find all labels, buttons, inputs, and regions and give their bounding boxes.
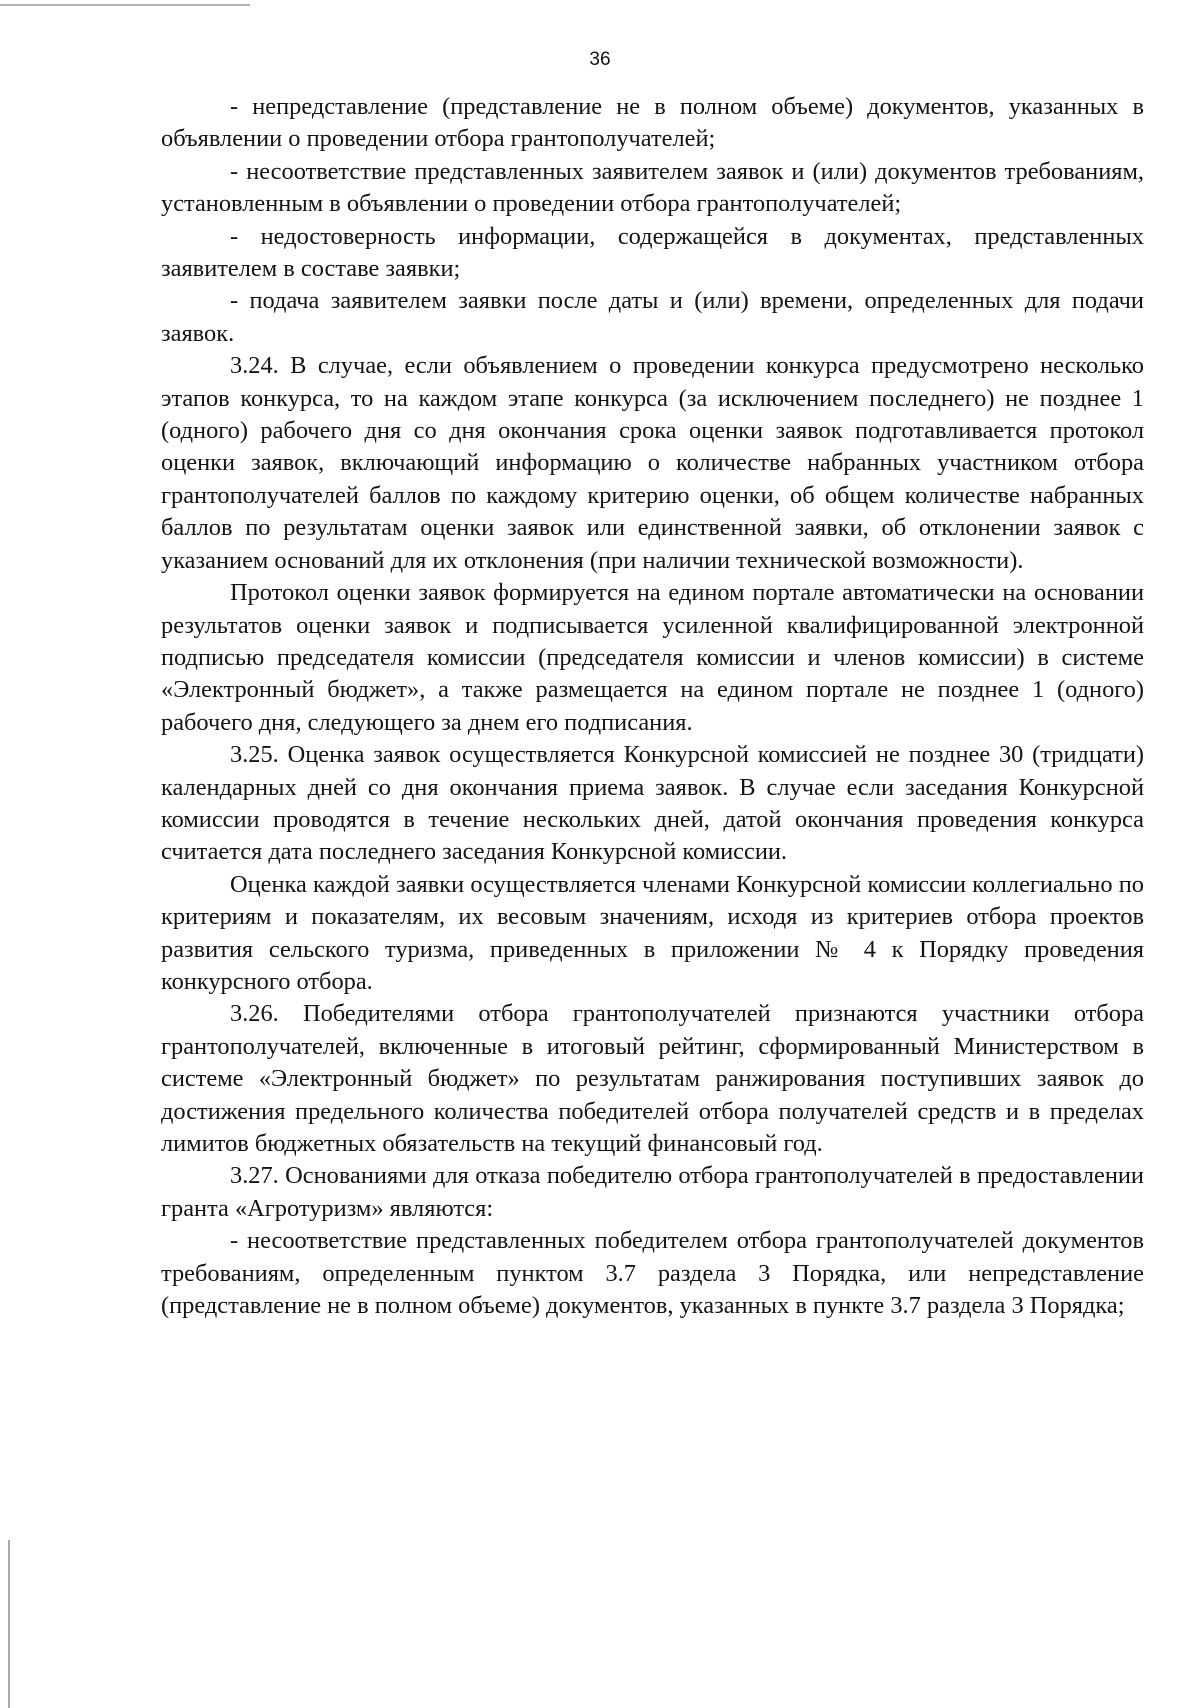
paragraph-3: - недостоверность информации, содержащейся в документах, представленных заявителем в составе заявки; (161, 222, 1144, 283)
paragraph-1: - непредставление (представление не в полном объеме) документов, указанных в объявлении о проведении отбора грантополучателей; (161, 93, 1144, 153)
document-body (161, 91, 1144, 1322)
paragraph-4: - подача заявителем заявки после даты и (или) времени, определенных для подачи заявок. (161, 287, 1144, 347)
paragraph-6: Протокол оценки заявок формируется на едином портале автоматически на основании результатов оценки заявок и подписывается усиленной квалифицированной электронной подписью председателя комиссии (председателя комиссии и членов комиссии) в системе «Электронный бюджет», а также размещается на едином портале не позднее 1 (одного) рабочего дня, следующего за днем его подписания. (161, 579, 1144, 736)
scan-artifact-left-line (8, 1540, 10, 1708)
paragraph-2: - несоответствие представленных заявителем заявок и (или) документов требованиям, установленным в объявлении о проведении отбора грантополучателей; (161, 157, 1144, 218)
paragraph-9: 3.26. Победителями отбора грантополучателей признаются участники отбора грантополучателей, включенные в итоговый рейтинг, сформированный Министерством в системе «Электронный бюджет» по результатам ранжирования поступивших заявок до достижения предельного количества победителей отбора получателей средств и в пределах лимитов бюджетных обязательств на текущий финансовый год. (161, 1000, 1144, 1157)
scan-artifact-top-line (0, 4, 250, 6)
paragraph-8: Оценка каждой заявки осуществляется членами Конкурсной комиссии коллегиально по критериям и показателям, их весовым значениям, исходя из критериев отбора проектов развития сельского туризма, приведенных в приложении № 4 к Порядку проведения конкурсного отбора. (161, 870, 1144, 995)
paragraph-7: 3.25. Оценка заявок осуществляется Конкурсной комиссией не позднее 30 (тридцати) календарных дней со дня окончания приема заявок. В случае если заседания Конкурсной комиссии проводятся в течение нескольких дней, датой окончания проведения конкурса считается дата последнего заседания Конкурсной комиссии. (161, 741, 1144, 866)
page-number: 36 (589, 49, 611, 70)
paragraph-5: 3.24. В случае, если объявлением о проведении конкурса предусмотрено несколько этапов конкурса, то на каждом этапе конкурса (за исключением последнего) не позднее 1 (одного) рабочего дня со дня окончания срока оценки заявок подготавливается протокол оценки заявок, включающий информацию о количестве набранных участником отбора грантополучателей баллов по каждому критерию оценки, об общем количестве набранных баллов по результатам оценки заявок или единственной заявки, об отклонении заявок с указанием оснований для их отклонения (при наличии технической возможности). (161, 352, 1144, 574)
paragraph-10: 3.27. Основаниями для отказа победителю отбора грантополучателей в предоставлении гранта «Агротуризм» являются: (161, 1162, 1144, 1222)
paragraph-11: - несоответствие представленных победителем отбора грантополучателей документов требованиям, определенным пунктом 3.7 раздела 3 Порядка, или непредставление (представление не в полном объеме) документов, указанных в пункте 3.7 раздела 3 Порядка; (161, 1227, 1144, 1320)
